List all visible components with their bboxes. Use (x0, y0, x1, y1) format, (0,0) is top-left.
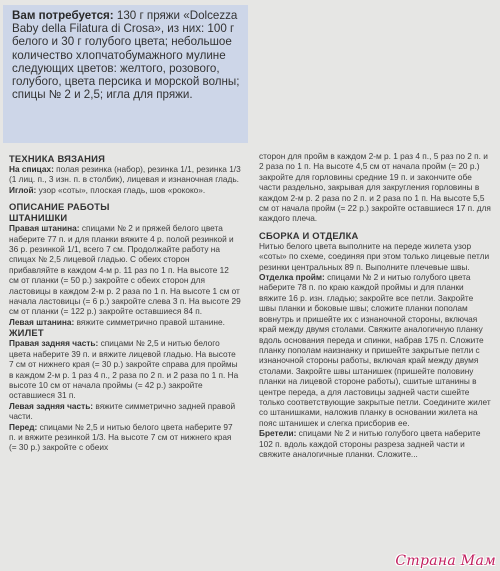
left-leg-label: Левая штанина: (9, 316, 75, 327)
ties-text: спицами № 2 и нитью голубого цвета наберите 102 п. вдоль каждой стороны разреза задней части и свяжите аналогичные планки. Сложите... (259, 428, 481, 459)
front-continuation-text: сторон для пройм в каждом 2-м р. 1 раз 4 п., 5 раз по 2 п. и 2 раза по 1 п. На высоте 4,5 см от начала пройм (= 20 р.) закройте для горловины средние 19 п. и закончите обе части раздельно, закрывая для закругления горловины в каждом 2-м р. 2 раза по 2 п. и 2 раза по 1 п. На высоте 5,5 см от начала пройм (= 22 р.) закройте оставшиеся 17 п. для каждого плеча. (259, 151, 491, 224)
needle-label: Иглой: (9, 184, 37, 195)
description-heading: ОПИСАНИЕ РАБОТЫ (9, 201, 110, 213)
right-leg-text: спицами № 2 и пряжей белого цвета наберите 77 п. и для планки вяжите 4 р. полой резинкой и 36 р. резинкой 1/1, всего 7 см. Продолжайте работу на спицах № 2,5 лицевой гладью. С обеих сторон прибавляйте в каждом 4-м р. 11 раз по 1 п. На высоте 12 см от планки (= 50 р.) закройте с обеих сторон для ластовицы в каждом 2-м р. 2 раза по 1 п. На высоте 1 см от начала ластовицы (= 6 р.) закройте слева 3 п. На высоте 29 см от планки (= 122 р.) закройте оставшиеся 84 п. (9, 223, 241, 317)
right-column (259, 151, 492, 459)
assembly-heading: СБОРКА И ОТДЕЛКА (259, 229, 359, 241)
pants-subheading: ШТАНИШКИ (9, 212, 68, 224)
right-back-text: спицами № 2,5 и нитью белого цвета наберите 39 п. и вяжите лицевой гладью. На высоте 7 см от нижнего края (= 30 р.) закройте справа для проймы в каждом 2-м р. 1 раз 4 п., 2 раза по 2 п. и 2 раза по 1 п. На высоте 10 см от начала проймы (= 42 р.) закройте оставшиеся 31 п. (9, 338, 239, 401)
requirements-text: 130 г пряжи «Dolcezza Baby della Filatura di Crosa», из них: 100 г белого и 30 г голубого цвета; небольшое количество хлопчатобумажного мулине следующих цветов: желтого, розового, голубого, цвета персика и морской волны; спицы № 2 и 2,5; игла для пряжи. (12, 9, 240, 102)
requirements-label: Вам потребуется: (12, 9, 114, 22)
site-watermark-logo: Страна Мам (395, 553, 496, 569)
needle-text: узор «соты», плоская гладь, шов «рококо». (38, 184, 206, 195)
right-leg-label: Правая штанина: (9, 223, 80, 234)
needles-text: полая резинка (набор), резинка 1/1, резинка 1/3 (1 лиц. п., 3 изн. п. в столбик), лицевая и изнаночная гладь. (9, 164, 241, 185)
ties-label: Бретели: (259, 428, 297, 439)
assembly-text: Нитью белого цвета выполните на переде жилета узор «соты» по схеме, соединяя при этом только лицевые петли резинки центральных 89 п. Выполните плечевые швы. (259, 240, 490, 272)
left-column (9, 153, 241, 453)
needles-label: На спицах: (9, 164, 54, 174)
requirements-box (3, 5, 248, 143)
right-back-label: Правая задняя часть: (9, 338, 99, 349)
vest-subheading: ЖИЛЕТ (9, 327, 44, 339)
front-text: спицами № 2,5 и нитью белого цвета наберите 97 п. и вяжите резинкой 1/3. На высоте 7 см от нижнего края (= 30 р.) закройте с обеих (9, 421, 233, 453)
armhole-label: Отделка пройм: (259, 272, 325, 283)
armhole-text: спицами № 2 и нитью голубого цвета наберите 78 п. по краю каждой проймы и для планки вяжите 16 р. изн. гладью; закройте все петли. Закройте швы планки и боковые швы; сложите планки пополам вовнутрь и пришейте их с изнаночной стороны, включая край между двумя столами. Свяжите аналогичную планку вдоль основания переда и спинки, набрав 175 п. Сложите планку пополам наизнанку и пришейте закрытые петли с изнаночной стороны работы, включая край между двумя столами. Закройте швы штанишек (пришейте половину планки на лицевой стороне работы), сшитые штанины в центре переда, а для ластовицы задней части сшейте только соответствующие закрытые петли. Соедините жилет со штанишками, наложив планку в основании жилета на пояс штанишек и слегка присборив ее. (259, 272, 491, 428)
technique-heading: ТЕХНИКА ВЯЗАНИЯ (9, 153, 106, 164)
left-back-text: вяжите симметрично задней правой части. (9, 400, 236, 422)
left-leg-text: вяжите симметрично правой штанине. (76, 316, 225, 327)
front-label: Перед: (9, 421, 38, 432)
left-back-label: Левая задняя часть: (9, 400, 94, 411)
